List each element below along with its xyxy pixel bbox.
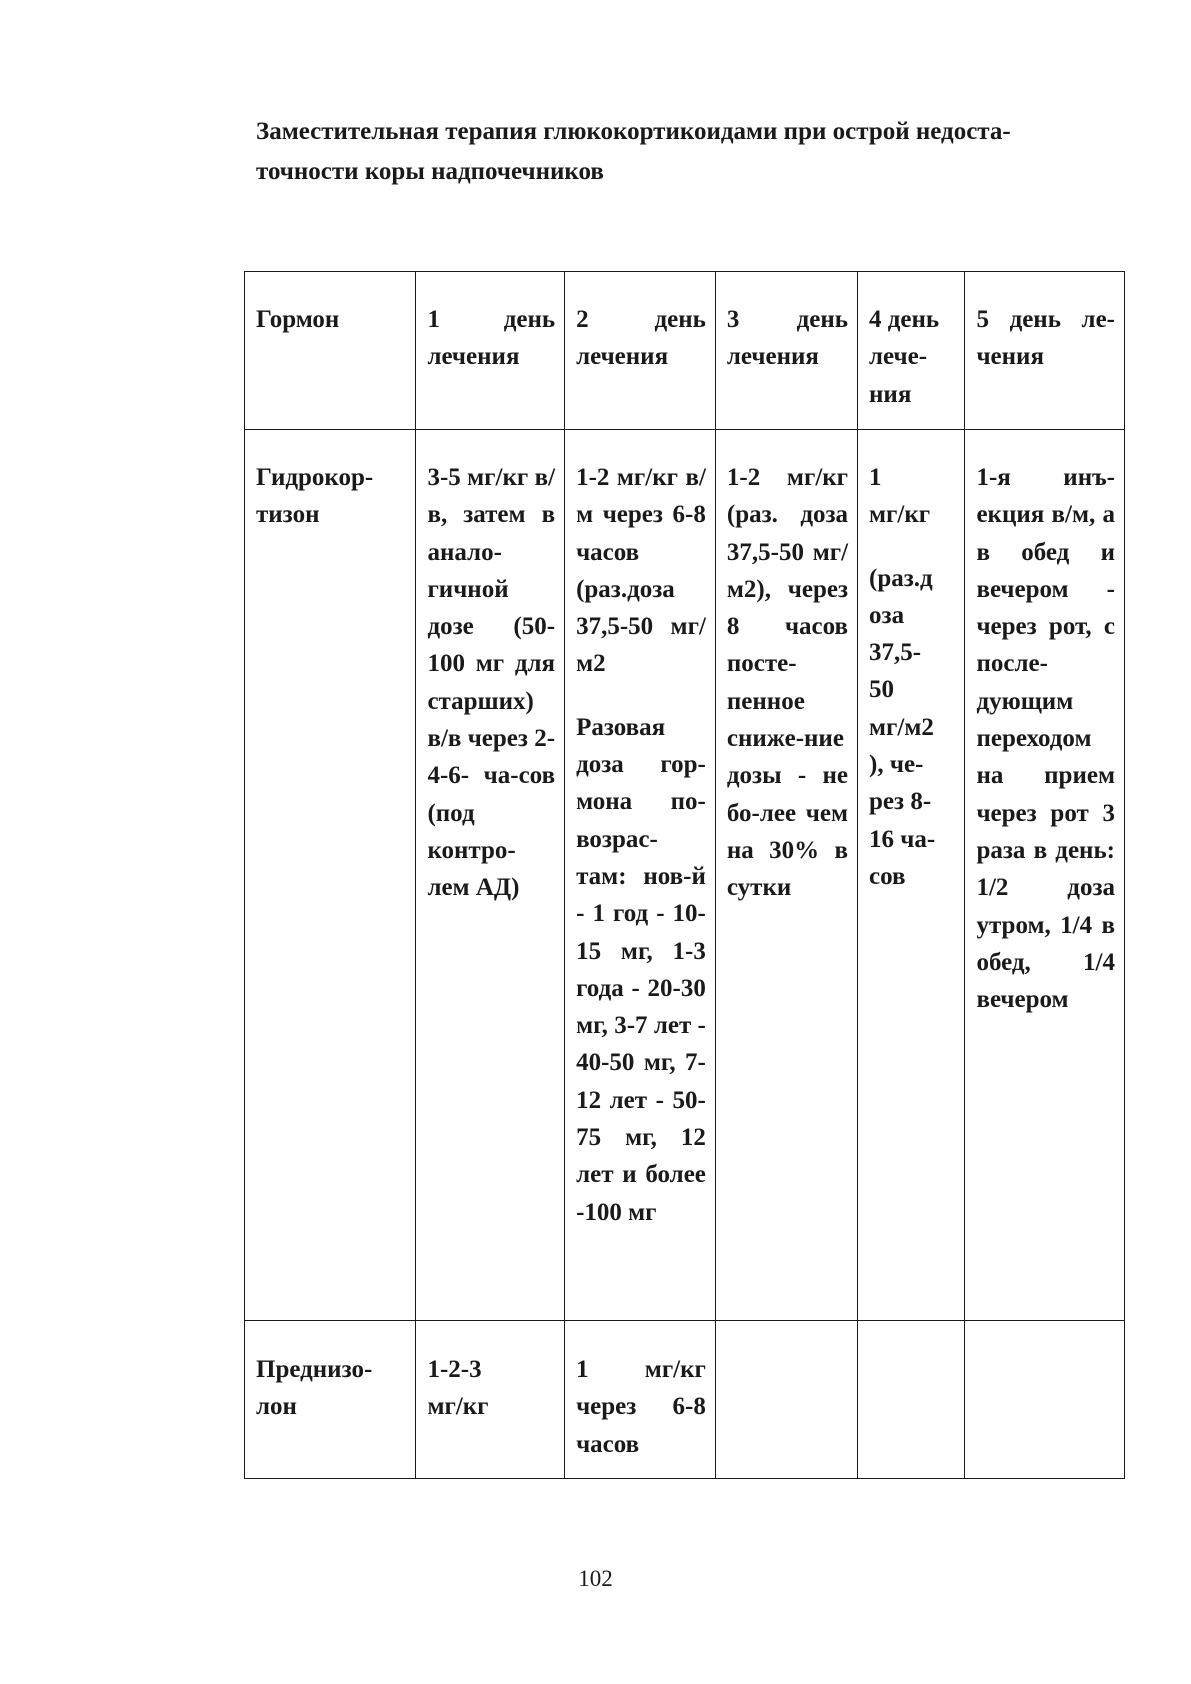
header-label: 3 день лечения: [726, 306, 849, 371]
cell-day-2: [565, 430, 716, 1321]
cell-day-1: [416, 1321, 565, 1479]
cell-day-3: [715, 430, 857, 1321]
cell-day-4: [858, 1321, 965, 1479]
cell-day-1: [416, 430, 565, 1321]
cell-day-5: [965, 430, 1125, 1321]
paragraph-gap: [869, 534, 955, 560]
header-label: 5 день ле-чения: [976, 306, 1115, 371]
header-label: Гормон: [256, 306, 340, 333]
cell-day-5: [965, 1321, 1125, 1479]
header-day-3: [715, 272, 857, 430]
hormone-name: Гидрокор- тизон: [256, 464, 374, 529]
hormone-name: Преднизо- лон: [256, 1356, 373, 1421]
header-day-2: [565, 272, 716, 430]
dose-text: 1-я инъ-екция в/м, а в обед и вечером - через рот, с после-дующим переходом на прием через рот 3 раза в день: 1/2 доза утром, 1/4 в обед, 1/4 вечером: [976, 464, 1115, 1014]
dose-by-age-text: Разовая доза гор-мона по-возрас-там: нов-й - 1 год - 10-15 мг, 1-3 года - 20-30 мг, 3-7 лет - 40-50 мг, 7-12 лет - 50-75 мг, 12 лет и более -100 мг: [576, 713, 706, 1226]
header-day-4: [858, 272, 965, 430]
cell-day-2: [565, 1321, 716, 1479]
page-number: 102: [578, 1566, 613, 1591]
header-day-5: [965, 272, 1125, 430]
dose-text: 1-2-3 мг/кг: [427, 1356, 489, 1421]
cell-hormone: [245, 430, 416, 1321]
dose-text: 3-5 мг/кг в/в, затем в анало-гичной дозе (50-100 мг для старших) в/в через 2-4-6- ча-сов (под контро-лем АД): [427, 464, 556, 902]
document-title: Заместительная терапия глюкокортикоидами при острой недоста- точности коры надпочечников: [256, 118, 1011, 185]
dose-text: 1-2 мг/кг (раз. доза 37,5-50 мг/м2), через 8 часов посте-пенное сниже-ние дозы - не бо-лее чем на 30% в сутки: [726, 464, 849, 902]
header-label: 4 день лече-ния: [869, 306, 940, 408]
glucocorticoid-dose-table: [244, 271, 1125, 1479]
header-day-1: [416, 272, 565, 430]
header-label: 1 день лечения: [427, 306, 556, 371]
header-hormone: [245, 272, 416, 430]
cell-day-3: [715, 1321, 857, 1479]
dose-detail-text: (раз.д оза 37,5- 50 мг/м2 ), че- рез 8- 16 ча- сов: [869, 564, 936, 890]
table-header-row: [245, 272, 1125, 430]
table-row-hydrocortisone: [245, 430, 1125, 1321]
paragraph-gap: [576, 683, 706, 709]
header-label: 2 день лечения: [576, 306, 706, 371]
dose-text: 1 мг/кг: [869, 464, 931, 529]
dose-text: 1-2 мг/кг в/м через 6-8 часов (раз.доза 37,5-50 мг/м2: [576, 464, 706, 678]
dose-text: 1 мг/кг через 6-8 часов: [576, 1356, 706, 1458]
table-row-prednisolone: [245, 1321, 1125, 1479]
cell-day-4: [858, 430, 965, 1321]
cell-hormone: [245, 1321, 416, 1479]
